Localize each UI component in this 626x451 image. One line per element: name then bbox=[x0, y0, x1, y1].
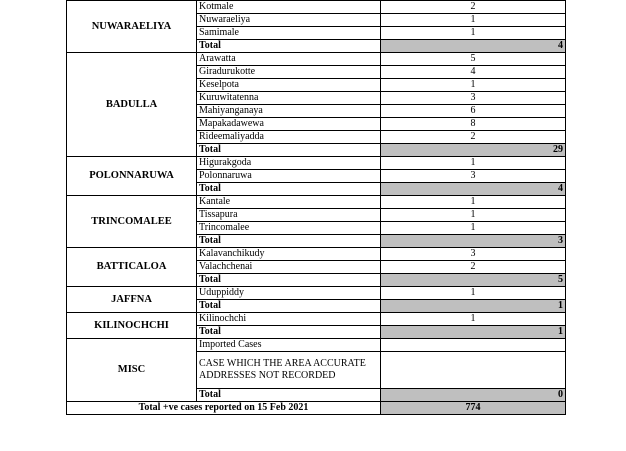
area-count: 5 bbox=[381, 53, 566, 66]
table-row bbox=[67, 313, 566, 326]
table-row bbox=[67, 339, 566, 352]
area-count bbox=[381, 352, 566, 389]
district-name: NUWARAELIYA bbox=[67, 1, 197, 53]
total-label: Total bbox=[197, 235, 381, 248]
area-count: 2 bbox=[381, 261, 566, 274]
total-value: 0 bbox=[381, 389, 566, 402]
area-name: Valachchenai bbox=[197, 261, 381, 274]
district-name: POLONNARUWA bbox=[67, 157, 197, 196]
total-label: Total bbox=[197, 183, 381, 196]
area-count: 3 bbox=[381, 92, 566, 105]
area-name: Nuwaraeliya bbox=[197, 14, 381, 27]
area-name: Mahiyanganaya bbox=[197, 105, 381, 118]
area-count: 1 bbox=[381, 27, 566, 40]
total-value: 4 bbox=[381, 183, 566, 196]
area-count: 4 bbox=[381, 66, 566, 79]
area-name: Higurakgoda bbox=[197, 157, 381, 170]
area-name: CASE WHICH THE AREA ACCURATE ADDRESSES NOT RECORDED bbox=[197, 352, 381, 389]
area-name: Rideemaliyadda bbox=[197, 131, 381, 144]
total-label: Total bbox=[197, 300, 381, 313]
district-name: TRINCOMALEE bbox=[67, 196, 197, 248]
total-value: 1 bbox=[381, 300, 566, 313]
area-name: Kantale bbox=[197, 196, 381, 209]
area-name: Mapakadawewa bbox=[197, 118, 381, 131]
total-value: 4 bbox=[381, 40, 566, 53]
area-name: Kalavanchikudy bbox=[197, 248, 381, 261]
area-name: Trincomalee bbox=[197, 222, 381, 235]
table-row bbox=[67, 1, 566, 14]
area-name: Polonnaruwa bbox=[197, 170, 381, 183]
area-name: Kuruwitatenna bbox=[197, 92, 381, 105]
table-row bbox=[67, 287, 566, 300]
area-count: 3 bbox=[381, 248, 566, 261]
area-count: 1 bbox=[381, 313, 566, 326]
district-name: KILINOCHCHI bbox=[67, 313, 197, 339]
area-name: Keselpota bbox=[197, 79, 381, 92]
area-count: 2 bbox=[381, 1, 566, 14]
area-count: 6 bbox=[381, 105, 566, 118]
area-name: Kilinochchi bbox=[197, 313, 381, 326]
grand-total-label: Total +ve cases reported on 15 Feb 2021 bbox=[67, 402, 381, 415]
total-label: Total bbox=[197, 40, 381, 53]
area-name: Giradurukotte bbox=[197, 66, 381, 79]
area-count: 1 bbox=[381, 79, 566, 92]
grand-total-row bbox=[67, 402, 566, 415]
area-name: Kotmale bbox=[197, 1, 381, 14]
area-count: 1 bbox=[381, 287, 566, 300]
district-name: BADULLA bbox=[67, 53, 197, 157]
table-row bbox=[67, 196, 566, 209]
total-label: Total bbox=[197, 389, 381, 402]
table-row bbox=[67, 248, 566, 261]
grand-total-value: 774 bbox=[381, 402, 566, 415]
area-count: 1 bbox=[381, 14, 566, 27]
total-label: Total bbox=[197, 326, 381, 339]
total-label: Total bbox=[197, 144, 381, 157]
total-value: 29 bbox=[381, 144, 566, 157]
total-value: 3 bbox=[381, 235, 566, 248]
district-name: BATTICALOA bbox=[67, 248, 197, 287]
area-count: 1 bbox=[381, 222, 566, 235]
district-name: MISC bbox=[67, 339, 197, 402]
district-cases-table bbox=[66, 0, 566, 415]
area-count bbox=[381, 339, 566, 352]
area-count: 1 bbox=[381, 209, 566, 222]
area-count: 1 bbox=[381, 196, 566, 209]
table-row bbox=[67, 53, 566, 66]
area-name: Imported Cases bbox=[197, 339, 381, 352]
total-value: 5 bbox=[381, 274, 566, 287]
area-name: Arawatta bbox=[197, 53, 381, 66]
area-count: 3 bbox=[381, 170, 566, 183]
area-name: Uduppiddy bbox=[197, 287, 381, 300]
area-name: Tissapura bbox=[197, 209, 381, 222]
district-name: JAFFNA bbox=[67, 287, 197, 313]
area-name: Samimale bbox=[197, 27, 381, 40]
total-label: Total bbox=[197, 274, 381, 287]
area-count: 2 bbox=[381, 131, 566, 144]
area-count: 8 bbox=[381, 118, 566, 131]
area-count: 1 bbox=[381, 157, 566, 170]
table-row bbox=[67, 157, 566, 170]
table-body bbox=[67, 1, 566, 415]
total-value: 1 bbox=[381, 326, 566, 339]
